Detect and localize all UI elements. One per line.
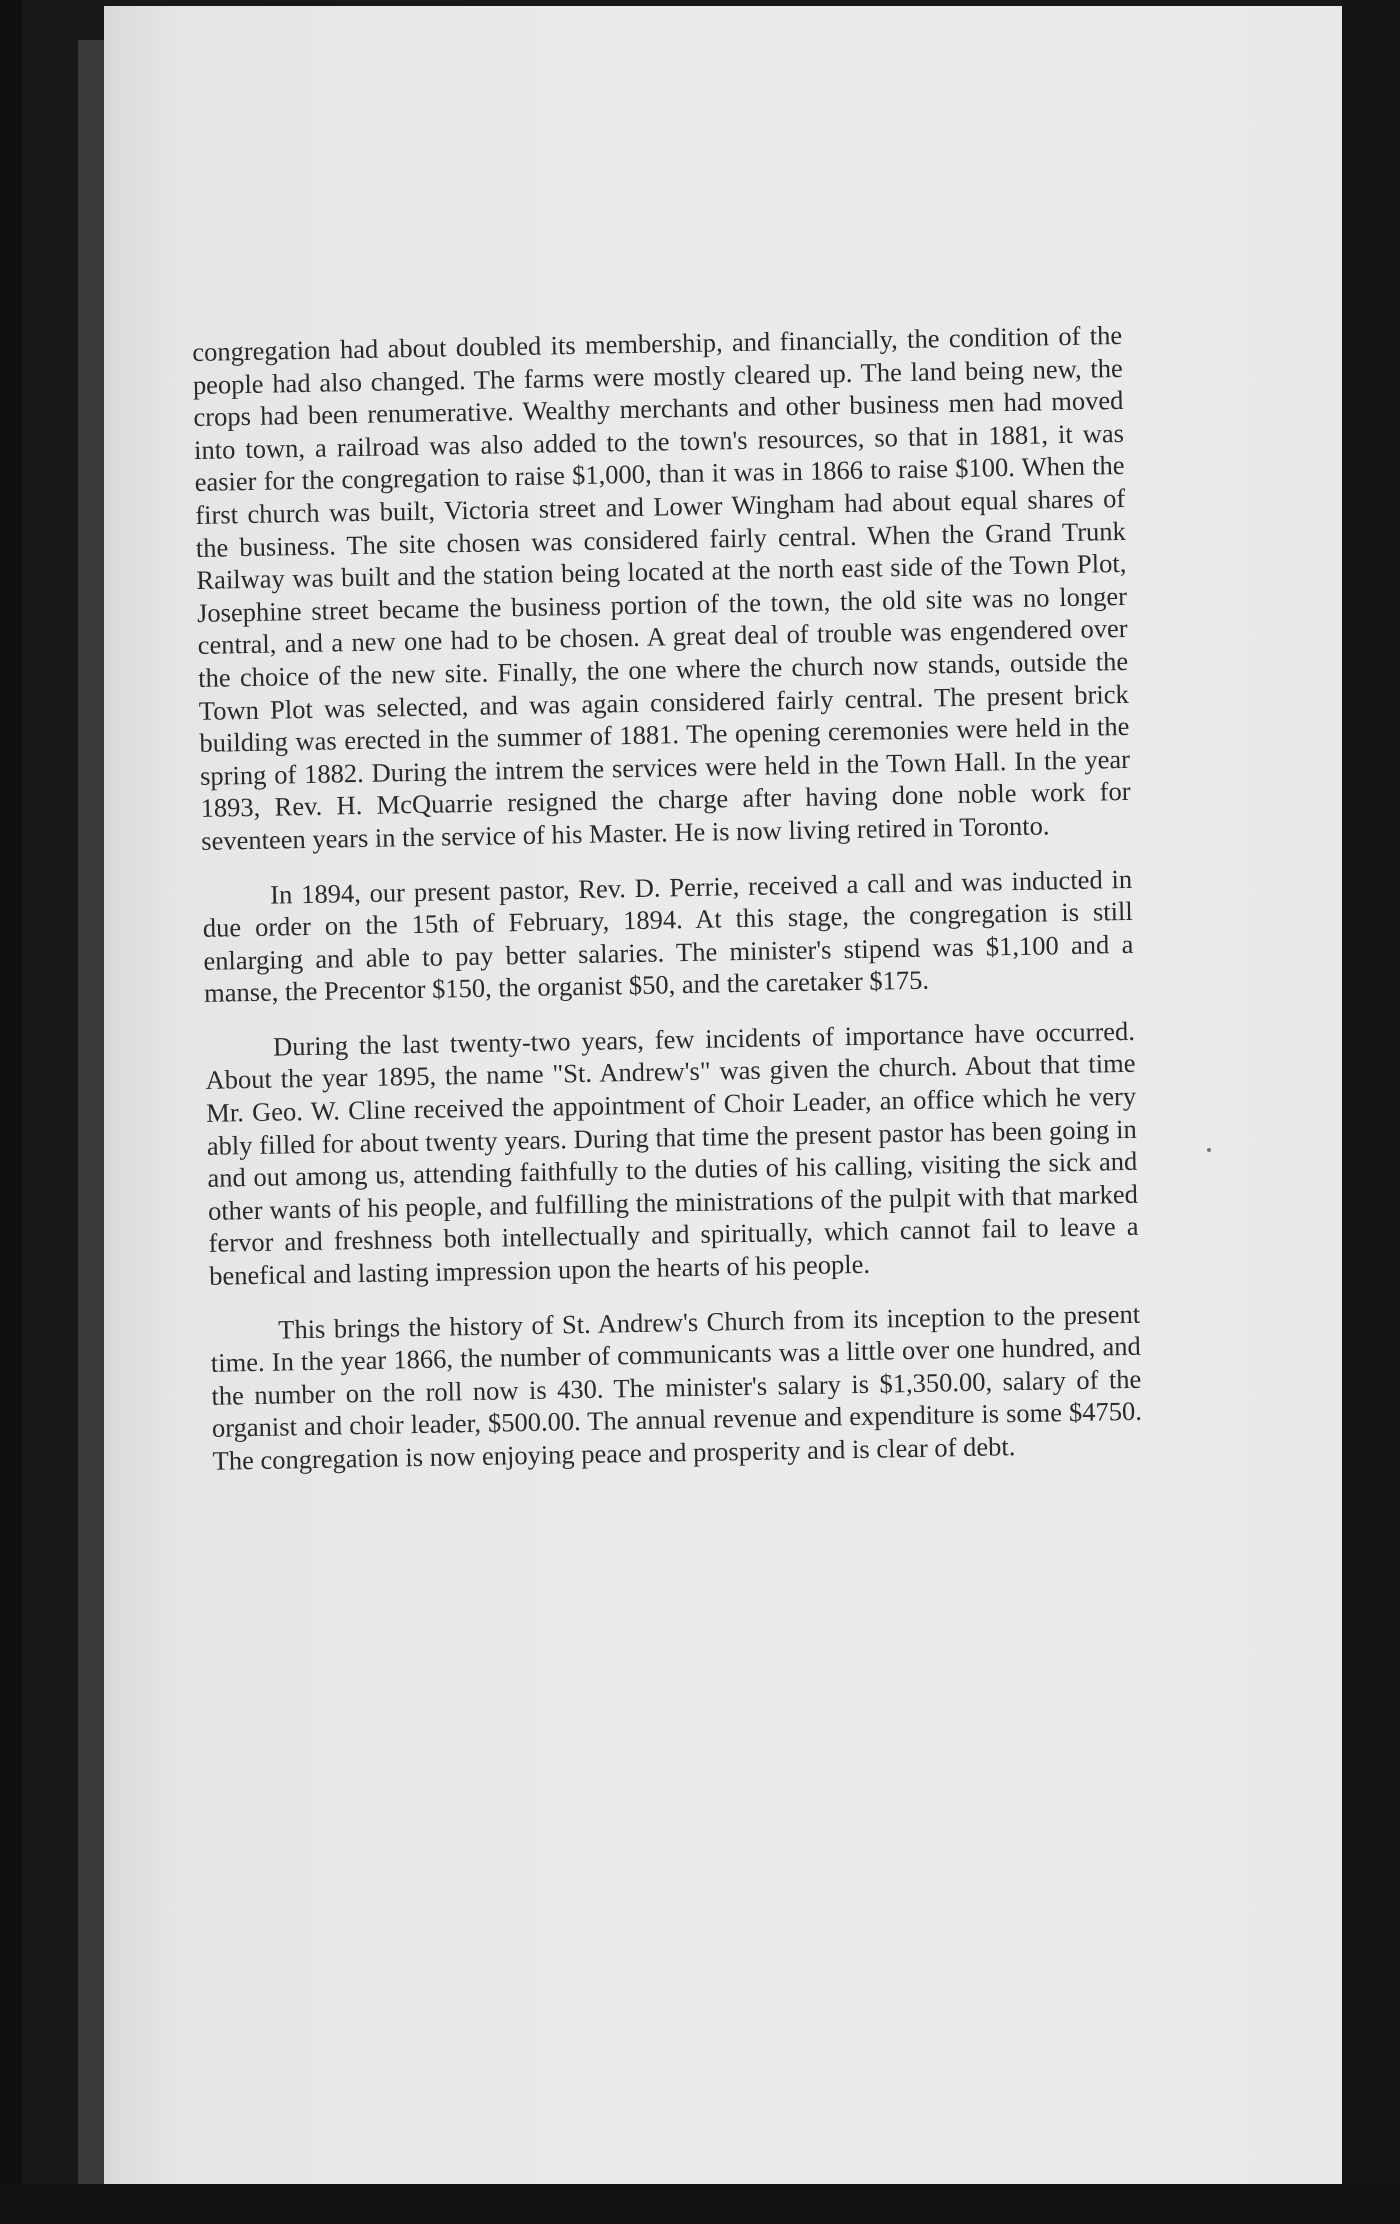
scan-right-edge: [1342, 0, 1400, 2224]
paragraph-congregation-growth: congregation had about doubled its membership, and financially, the condition of the people had also changed. The farms were mostly cleared up. The land being new, the crops had been renumerative. Wealthy merchants and other business men had moved into town, a railroad was also added to the town's resources, so that in 1881, it was easier for the congregation to raise $1,000, than it was in 1866 to raise $100. When the first church was built, Victoria street and Lower Wingham had about equal shares of the business. The site chosen was considered fairly central. When the Grand Trunk Railway was built and the station being located at the north east side of the Town Plot, Josephine street became the business portion of the town, the old site was no longer central, and a new one had to be chosen. A great deal of trouble was engendered over the choice of the new site. Finally, the one where the church now stands, outside the Town Plot was selected, and was again considered fairly central. The present brick building was erected in the summer of 1881. The opening ceremonies were held in the spring of 1882. During the intrem the services were held in the Town Hall. In the year 1893, Rev. H. McQuarrie resigned the charge after having done noble work for seventeen years in the service of his Master. He is now living retired in Toronto.: [192, 319, 1131, 856]
paragraph-pastor-perrie: In 1894, our present pastor, Rev. D. Perrie, received a call and was inducted in due order on the 15th of February, 1894. At this stage, the congregation is still enlarging and able to pay better salaries. The minister's stipend was $1,100 and a manse, the Precentor $150, the organist $50, and the caretaker $175.: [202, 863, 1134, 1009]
page-body-text: [192, 319, 1143, 1477]
paragraph-history-summary: This brings the history of St. Andrew's Church from its inception to the present time. In the year 1866, the number of communicants was a little over one hundred, and the number on the roll now is 430. The minister's salary is $1,350.00, salary of the organist and choir leader, $500.00. The annual revenue and expenditure is some $4750. The congregation is now enjoying peace and prosperity and is clear of debt.: [210, 1298, 1143, 1476]
paragraph-last-twenty-two-years: During the last twenty-two years, few incidents of importance have occurred. About the year 1895, the name "St. Andrew's" was given the church. About that time Mr. Geo. W. Cline received the appointment of Choir Leader, an office which he very ably filled for about twenty years. During that time the present pastor has been going in and out among us, attending faithfully to the duties of his calling, visiting the sick and other wants of his people, and fulfilling the ministrations of the pulpit with that marked fervor and freshness both intellectually and spiritually, which cannot fail to leave a benefical and lasting impression upon the hearts of his people.: [205, 1015, 1139, 1291]
scan-left-edge: [0, 0, 22, 2224]
paper-speck: [1207, 1148, 1211, 1152]
scan-bottom-edge: [0, 2184, 1400, 2224]
